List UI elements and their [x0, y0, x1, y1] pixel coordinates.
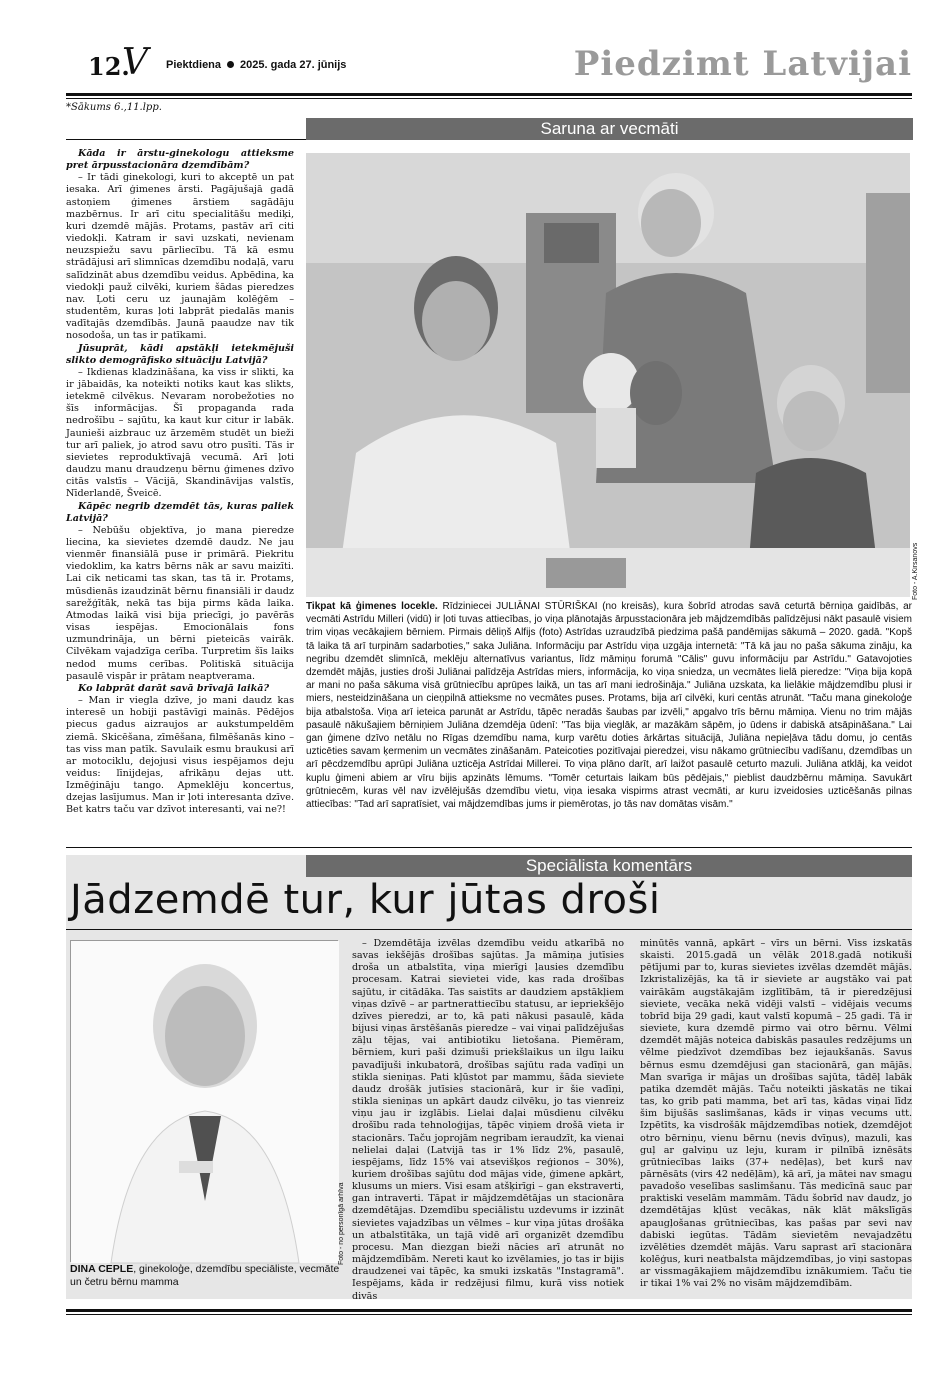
weekday: Piektdiena	[166, 59, 222, 71]
portrait-caption	[70, 1263, 350, 1289]
family-photo	[306, 153, 910, 597]
photo-caption	[306, 600, 912, 811]
issue-date	[166, 59, 346, 71]
header-rule-thin	[66, 98, 912, 99]
question: Kāda ir ārstu-ginekologu attieksme pret ārpusstacionāra dzemdībām?	[66, 148, 294, 172]
question: Ko labprāt darāt savā brīvajā laikā?	[78, 682, 270, 694]
headline-rule	[66, 929, 912, 930]
bullet-icon	[227, 61, 234, 68]
portrait-credit: Foto - no personīgā arhīva	[338, 1182, 345, 1265]
interview-section-label: Saruna ar vecmāti	[306, 118, 913, 140]
interview-column	[66, 148, 294, 834]
comment-text: minūtēs vannā, apkārt – vīrs un bērni. Viss izskatās skaisti. 2015.gadā un vēlāk 2018.gadā notikuši pētījumi par to, kuras sievietes izvēlas dzemdēt mājās. Izkristalizējās, ka tā ir sieviete ar augstāko vai pat vairākām augstākajām izglītībām, tā ir pieredzējusi sieviete, vecāka nekā vidēji valstī – vidējais vecums tobrīd bija 29 gadi, kaut valstī kopumā – 25 gadi. Tā ir sieviete, kura dzemdē pirmo vai otro bērnu. Vēlmi dzemdēt mājās noteica dabiskās pasaules redzējums un vēlme piedzīvot dzemdības bez iejaukšanās. Savus bērnus esmu dzemdējusi gan stacionārā, gan mājās. Man svarīga ir mājas un drošības sajūta, tādēļ labāk patika dzemdēt mājās. Taču noteikti jāskatās ne tikai tas, ko grib pati mamma, bet arī tas, kādas viņai līdz šim bijušās saslimšanas, kāds ir viņas vecums utt. Izpētīts, ka visdrošāk mājdzemdības notiek, dzemdējot otro bērniņu, vienu bērnu (nevis dvīņus), mazuli, kas guļ ar galviņu uz leju, kuram ir pilnībā iznēsāts grūtniecības laiks (37+ nedēļas), bet kurš nav pārnēsāts (virs 42 nedēļām), kā arī, ja mātei nav smagu pavadošo veselības saslimšanu. Tās medicīnā sauc par praktiski veselām mammām. Tādu šobrīd nav daudz, jo dzemdētājas kļūst vecākas, nāk klāt mākslīgās apaugļošanas grūtniecības, kas pašas par sevi nav dabiski iegūtas. Tādām sievietēm nevajadzētu izvēlēties dzemdēt mājās. Varu saprast arī stacionāra kolēģus, kuri neatbalsta mājdzemdības, jo viņi sastopas ar vissmagākajiem mājdzemdību iznākumiem. Taču tie ir tikai 1% vai 2% no visām mājdzemdībām.	[640, 938, 912, 1290]
page-number: 12.	[88, 52, 130, 81]
photo-credit: Foto - A.Kirsanovs	[912, 542, 919, 600]
newspaper-logo: V	[122, 42, 148, 83]
caption-text: Rīdziniecei JULIĀNAI STŪRIŠKAI (no kreisās), kura šobrīd atrodas savā ceturtā bērniņa gaidībās, ar vecmāti Astrīdu Milleri (vidū) ir ļoti tuvas attiecības, jo viņa plānotajās ārpusstacionāra jeb mājdzemdībās palīdzējusi nākt pasaulē visiem trim viņas vecākajiem bērniem. Pirmais dēliņš Alfijs (foto) Astrīdas uzraudzībā piedzima pašā pandēmijas sākumā – 2020. gadā. "Kopš tā laika tā arī turpinām sadarboties," saka Juliāna. Informāciju par Astrīdu viņa uzgāja internetā: "Tā kā jau no paša sākuma zināju, ka negribu dzemdēt slimnīcā, meklēju alternatīvus variantus, līdz māmiņu forumā "Cālis" guvu informāciju par Astrīdu." Gatavojoties dzemdēt mājās, justies droši Juliānai palīdzēja Astrīdas miers, informācija, ko viņa sniedza, un vecmātes lielā pieredze: "Viņa bija kopā ar mani no paša sākuma visā grūtniecību aprūpes laikā, un tas arī mani iedrošināja." Juliāna uzskata, ka lielākie mājdzemdību plusi ir miers, nesteidzināšana un cieņpilnā attieksme no vecmātes puses. Protams, bija arī cilvēki, kuri centās atrunāt. "Taču mana ginekoloģe bija atbalstoša. Viņa arī ieteica parunāt ar Astrīdu, tāpēc neradās šaubas par izvēli," apgalvo trīs bērnu māmiņa. Vienu no trim mājās pasaulē nākušajiem bērniņiem Juliāna dzemdēja ūdenī: "Tas bija vieglāk, ar mazākām sāpēm, jo ūdens ir dabiskā atsāpināšana." Lai gan ģimene dzīvo netālu no Rīgas dzemdību nama, kurp varētu doties ārkārtas situācijā, Juliāna nepieļāva tādu domu, jo centās uzticēties savam ķermenim un vecmātes zināšanām. Pateicoties pozitīvajai pieredzei, visu nākamo grūtniecību vadīšanu, dzemdības un arī pēcdzemdību aprūpi Juliāna uzticēja Astrīdai Millerei. To viņa plāno darīt, arī laižot pasaulē ceturto mazuli. Juliāna atklāj, ka veidot kuplu ģimeni abiem ar vīru bijis apzināts lēmums. "Tomēr ceturtais laikam būs pēdējais," pieblist daudzbērnu māmiņa. Savukārt grūtniecēm, kuras vēl nav izvēlējušās dzemdību vietu, viņa iesaka vispirms atrast vecmāti, ar kuru izveidosies uzticēšanās pilnas attiecības: "Tad arī sapratīsiet, vai mājdzemdības jums ir piemērotas, jo tās nav domātas visām."	[306, 601, 912, 811]
portrait-photo	[70, 940, 338, 1262]
answer: – Ikdienas kladzināšana, ka viss ir slikti, ka ir jābaidās, ka noteikti notiks kaut kas slikts, ietekmē cilvēkus. Nevaram norobežoties no šīs informācijas. Šī propaganda rada nedrošību – sajūtu, ka kaut kur citur ir labāk. Jaunieši aizbrauc uz ārzemēm studēt un bieži tur arī paliek, jo atrod savu otro pusīti. Tās ir sievietes reproduktīvajā vecumā. Arī ļoti daudzu manu draudzeņu bērnu ģimenes dzīvo citās valstīs – Vācijā, Skandināvijas valstīs, Nīderlandē, Šveicē.	[66, 366, 294, 500]
answer: – Man ir viegla dzīve, jo mani daudz kas interesē un hobiji pastāvīgi mainās. Pēdējos piecus gadus aizraujos ar aukstumpeldēm ziemā. Skicēšana, zīmēšana, filmēšanās kino – tas viss man patīk. Savulaik esmu braukusi arī ar motociklu, dejojusi visus iespējamos deju veidus: līnijdejas, afrikāņu dejas utt. Izmēģināju tango. Apmeklēju koncertus, dzejas lasījumus. Man ir ļoti interesanta dzīve. Bet katrs taču var dzīvot interesanti, vai ne?!	[66, 695, 294, 816]
comment-column-2	[640, 938, 912, 1294]
answer: – Ir tādi ginekologi, kuri to akceptē un pat iesaka. Arī ģimenes ārsti. Pagājušajā gadā astoņiem ģimenes ārstiem sagādāju mazbērnus. Ir arī citu specialitāšu mediķi, kuri dzemdē mājās. Protams, pastāv arī citi viedokļi. Katram ir savi uzskati, nevienam neuzspiežu savu pārliecību. Tā kā esmu strādājusi arī slimnīcas dzemdību nodaļā, varu salīdzināt abus dzemdību veidus. Apbēdina, ka viedokļi pauž cilvēki, kuriem šādas pieredzes nav. Ļoti ceru uz jaunajām kolēģēm – studentēm, kuras ļoti labprāt piedalās manis vadītajās dzemdībās. Jaunā paaudze nav tik nosodoša, un tas ir patīkami.	[66, 172, 294, 342]
portrait-illustration	[71, 941, 339, 1263]
page-header	[66, 44, 912, 86]
footer-rule-thin	[66, 1314, 912, 1315]
comment-text: – Dzemdētāja izvēlas dzemdību veidu atkarībā no savas iekšējās drošības sajūtas. Ja māmiņa jutīsies droša un atbalstīta, viņa mierīgi ļausies dzemdību procesam. Katrai sievietei vide, kas rada drošības sajūtu, ir citādāka. Tas saistīts ar daudziem apstākļiem viņas dzīvē – ar partnerattiecību statusu, ar iepriekšējo dzīves pieredzi, ar to, kā pati nākusi pasaulē, kāda bijusi viņas ārstēšanās pieredze – vai viņai palīdzējušas zāļu tējas, vai antibiotiku lietošana. Piemēram, bērniem, kuri paši dzimuši priekšlaikus un ilgu laiku pavadījuši inkubatorā, drošības sajūtu rada vadīņi un stikla sieniņas. Pati kļūstot par mammu, šāda sieviete daudz drošāk jutīsies stacionārā, kur ir šie vadīņi, stikla sieniņas un apkārt daudz cilvēku, jo tas vienreiz viņu jau ir izglābis. Lielai daļai mūsdienu cilvēku drošību rada tehnoloģijas, tāpēc viņiem drošā vieta ir stacionārs. Taču joprojām negribam ieraudzīt, ka vienai nelielai daļai (Latvijā tas ir 1% līdz 2%, pasaulē, iespējams, līdz 15% vai atsevišķos reģionos – 30%), kuriem drošības sajūtu dod mājas vide, ģimene apkārt, klusums un miers. Visi esam atšķirīgi – gan ekstraverti, gan intraverti. Tāpat ir mājdzemdētājas un stacionāra dzemdētājas. Dzemdību speciālistu uzdevums ir izzināt sievietes vajadzības un vēlmes – kur viņa jūtas drošāka un atbalstītāka, un tajā vidē arī organizēt dzemdību procesu. Man diezgan bieži nācies arī atrunāt no mājdzemdībām. Nereti kaut ko izvēlamies, jo tas ir bijis draudzenei vai tāpēc, ka smuki izskatās "Instagramā". Iespējams, kāda ir redzējusi filmu, kurā viss notiek divās	[352, 938, 624, 1302]
continued-note: *Sākums 6.,11.lpp.	[66, 102, 162, 113]
comment-headline: Jādzemdē tur, kur jūtas droši	[70, 877, 661, 923]
caption-lead: Tikpat kā ģimenes locekle.	[306, 601, 438, 612]
footer-rule	[66, 1309, 912, 1312]
comment-section-label: Speciālista komentārs	[306, 855, 912, 877]
answer: – Nebūšu objektīva, jo mana pieredze liecina, ka sievietes dzemdē daudz. Ne jau vienmēr finansiālā puse ir primārā. Piekritu viedoklim, ka katrs bērns nāk ar savu maizīti. Lai cik neticami tas skan, tas tā ir. Protams, mūsdienās izaudzināt bērnu finansiāli ir daudz sarežģītāk, nekā tas bija pirms kāda laika. Atmodas laikā visi bija priecīgi, jo pavērās visas iespējas. Emocionālais fons uzmundrināja, un bērni pieteicās vairāk. Cilvēkam vajadzīga cerība. Turpretim šīs laiks nedod mums cerības. Politiskā situācija pasaulē vispār ir prātam neaptverama.	[66, 524, 294, 682]
date-text: 2025. gada 27. jūnijs	[240, 59, 347, 71]
header-rule	[66, 93, 912, 96]
comment-column-1	[352, 938, 624, 1302]
section-title: Piedzimt Latvijai	[573, 44, 912, 84]
question: Jūsuprāt, kādi apstākļi ietekmējuši slikto demogrāfisko situāciju Latvijā?	[66, 342, 294, 366]
portrait-name: DINA CEPLE	[70, 1263, 134, 1275]
section-rule	[66, 139, 306, 140]
question: Kāpēc negrib dzemdēt tās, kuras paliek Latvijā?	[66, 500, 294, 524]
section-divider	[66, 847, 912, 848]
portrait-caption-text: , ginekoloģe, dzemdību speciāliste, vecmāte un četru bērnu mamma	[70, 1263, 340, 1288]
family-photo-illustration	[306, 153, 910, 597]
